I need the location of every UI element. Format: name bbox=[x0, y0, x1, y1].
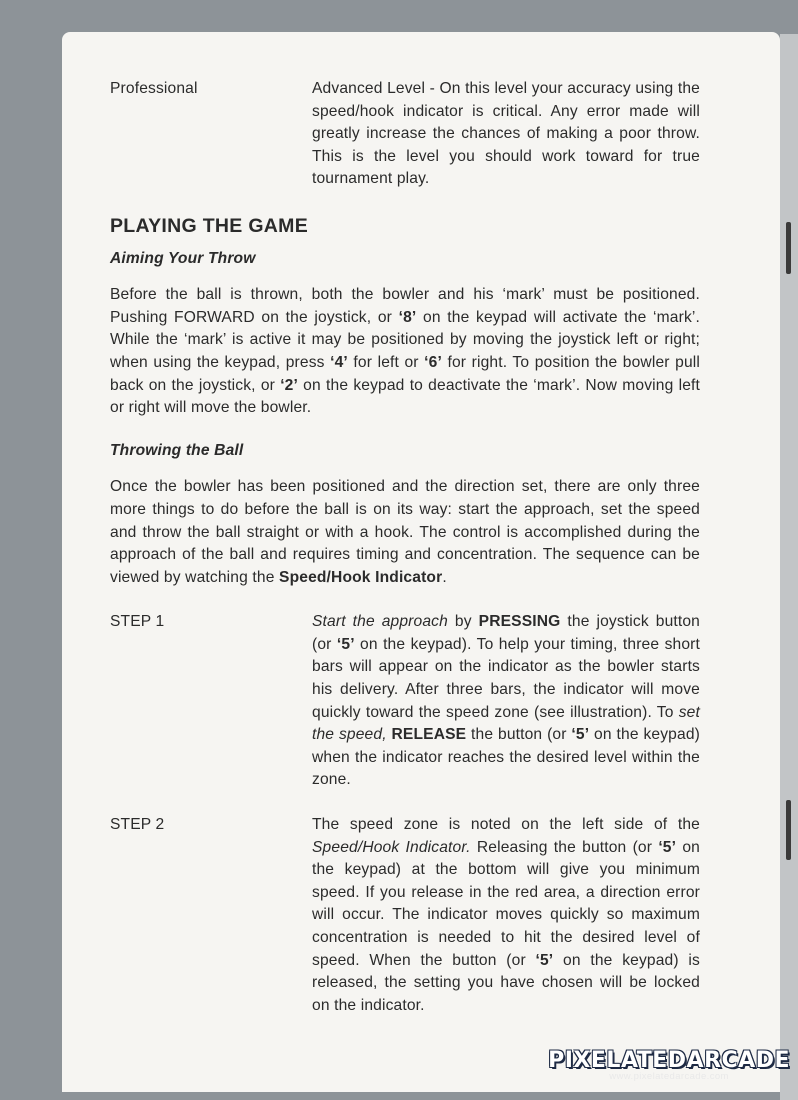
step2-key-5b: ‘5’ bbox=[535, 951, 554, 969]
step1-key-5b: ‘5’ bbox=[571, 726, 590, 744]
section-heading: PLAYING THE GAME bbox=[110, 214, 309, 237]
step1-text-3: on the keypad). To help your timing, three short bars will appear on the indicator as the bowler starts his delivery. After three bars, the indicator will move quickly toward the speed zone (see illustration). To bbox=[312, 635, 700, 721]
step1-description bbox=[312, 611, 700, 792]
key-6: ‘6’ bbox=[424, 353, 442, 371]
step2-key-5a: ‘5’ bbox=[658, 838, 677, 856]
step2-text-1: The speed zone is noted on the left side of the bbox=[312, 816, 700, 834]
watermark-url: www.pixelatedarcade.com bbox=[609, 1071, 729, 1082]
throwing-paragraph bbox=[110, 476, 700, 589]
staple-bottom bbox=[786, 800, 791, 860]
step1-text-2: the joystick button (or bbox=[312, 613, 701, 653]
step1-bold-release: RELEASE bbox=[391, 726, 467, 744]
aiming-paragraph bbox=[110, 284, 700, 420]
step1-text-1: by bbox=[447, 613, 479, 631]
professional-description: Advanced Level - On this level your accuracy using the speed/hook indicator is critical. Any error made will greatly increase the chances of making a poor throw. This is the level you should work toward for true tournament play. bbox=[312, 80, 700, 188]
key-2: ‘2’ bbox=[280, 376, 298, 394]
step1-text-5: the button (or bbox=[466, 726, 572, 744]
throwing-subheading: Throwing the Ball bbox=[110, 441, 244, 459]
throwing-text-1: Once the bowler has been positioned and the direction set, there are only three more things to do before the ball is on its way: start the approach, set the speed and throw the ball straight or with a hook. The control is accomplished during the approach of the ball and requires timing and concentration. The sequence can be viewed by watching the bbox=[110, 478, 700, 586]
step2-row bbox=[110, 814, 700, 1017]
step2-text-2: Releasing the button (or bbox=[470, 838, 659, 856]
aiming-text-5: on the keypad to deactivate the ‘mark’. Now moving left or right will move the bowler. bbox=[110, 376, 700, 417]
step1-text-6: on the keypad) when the indicator reaches the desired level within the zone. bbox=[312, 726, 700, 789]
step1-row bbox=[110, 611, 700, 792]
site-watermark bbox=[548, 1048, 790, 1082]
watermark-title: PIXELATEDARCADE bbox=[548, 1048, 790, 1073]
key-4: ‘4’ bbox=[330, 353, 348, 371]
aiming-subheading: Aiming Your Throw bbox=[110, 249, 256, 267]
step2-description bbox=[312, 814, 700, 1017]
key-8: ‘8’ bbox=[398, 308, 417, 326]
step1-key-5a: ‘5’ bbox=[336, 635, 355, 653]
throwing-text-2: . bbox=[442, 568, 447, 586]
step2-text-4: on the keypad) is released, the setting you have chosen will be locked on the indicator. bbox=[312, 951, 700, 1014]
professional-label: Professional bbox=[110, 80, 198, 97]
step2-text-3: on the keypad) at the bottom will give you minimum speed. If you release in the red area, a direction error will occur. The indicator moves quickly so maximum concentration is needed to hit the desired level of speed. When the button (or bbox=[312, 838, 700, 969]
manual-text bbox=[110, 78, 700, 1017]
aiming-text-3: for left or bbox=[347, 353, 425, 371]
aiming-text-4: for right. To position the bowler pull back on the joystick, or bbox=[110, 353, 700, 394]
step1-bold-pressing: PRESSING bbox=[478, 613, 561, 631]
page-edge bbox=[780, 34, 798, 1100]
speed-hook-indicator-term: Speed/Hook Indicator bbox=[279, 568, 443, 586]
step2-label: STEP 2 bbox=[110, 816, 165, 834]
step1-italic-2: set the speed, bbox=[312, 703, 700, 744]
staple-top bbox=[786, 222, 791, 274]
step2-italic-1: Speed/Hook Indicator. bbox=[312, 838, 471, 856]
step1-italic-1: Start the approach bbox=[312, 613, 448, 631]
step1-label: STEP 1 bbox=[110, 613, 165, 631]
aiming-text-1: Before the ball is thrown, both the bowler and his ‘mark’ must be positioned. Pushing FORWARD on the joystick, or bbox=[110, 286, 700, 326]
aiming-text-2: on the keypad will activate the ‘mark’. While the ‘mark’ is active it may be positioned by moving the joystick left or right; when using the keypad, press bbox=[110, 308, 700, 371]
professional-level-row bbox=[110, 78, 700, 191]
